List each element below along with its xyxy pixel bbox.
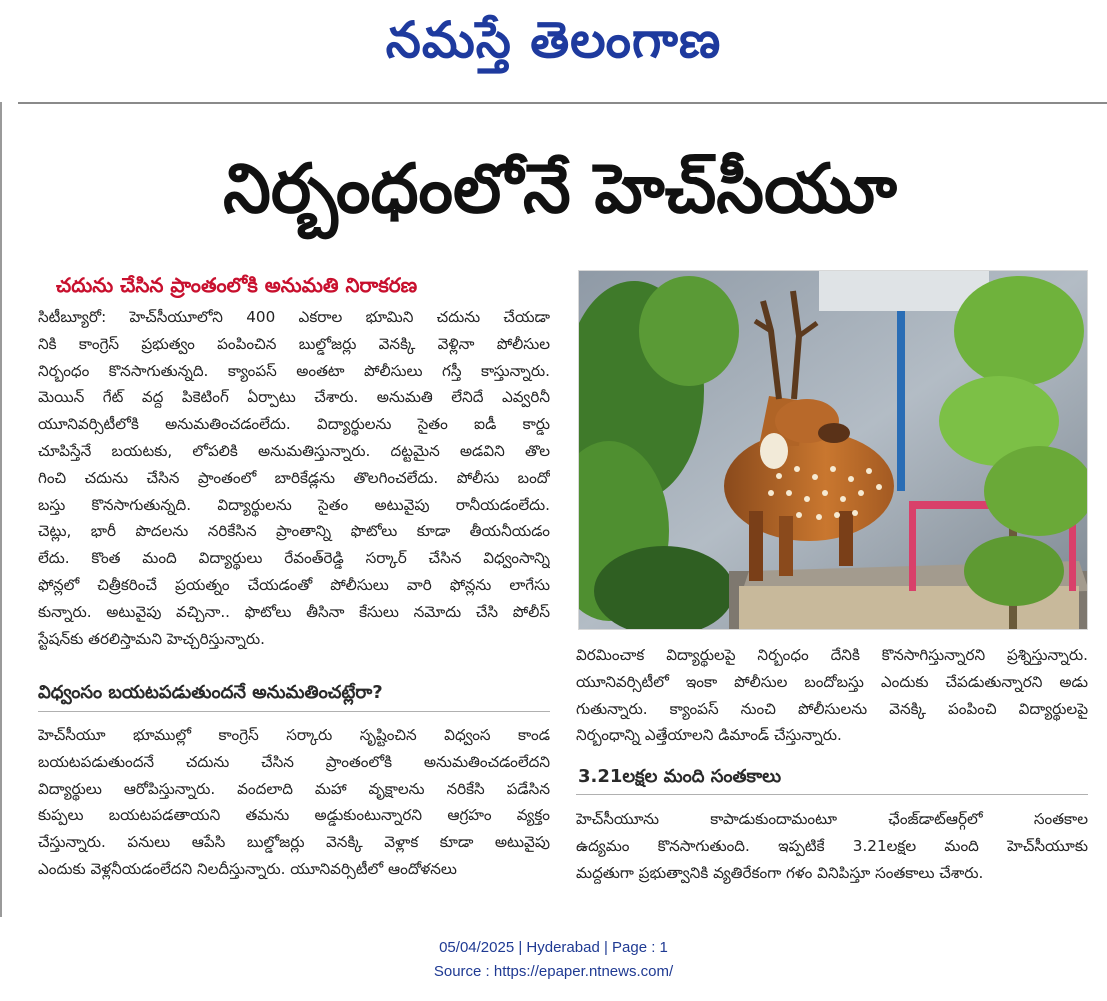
article-line: హెచ్‌సీయూ భూముల్లో కాంగ్రెస్ సర్కారు సృష్టించిన విధ్వంస కాండ: [38, 726, 550, 744]
deer-photo: [578, 270, 1088, 630]
article-line: స్టేషన్‌కు తరలిస్తామని హెచ్చరిస్తున్నారు.: [38, 629, 265, 648]
top-divider: [18, 102, 1107, 104]
article-column-left-2: [38, 722, 550, 883]
article-line: నికి కాంగ్రెస్ ప్రభుత్వం పంపించిన బుల్డోజర్లు వెనక్కి వెళ్లినా పోలీసుల: [38, 334, 550, 353]
article-line: చేస్తున్నారు. పనులు ఆపేసి బుల్డోజర్లు వెనక్కి వెళ్లాక కూడా అటువైపు: [38, 833, 550, 852]
article-line: ఎందుకు వెళ్లనీయడంలేదని నిలదీస్తున్నారు. యూనివర్సిటీలో ఆందోళనలు: [38, 859, 457, 878]
footer: [0, 936, 1107, 984]
subheadline: చదును చేసిన ప్రాంతంలోకి అనుమతి నిరాకరణ: [56, 273, 418, 297]
section-divider-1: [38, 711, 550, 712]
article-line: నిర్బంధాన్ని ఎత్తేయాలని డిమాండ్ చేస్తున్నారు.: [576, 726, 842, 745]
article-line: ఫోన్లలో చిత్రీకరించే ప్రయత్నం చేయడంతో పోలీసులు వారి ఫోన్లను లాగేసు: [38, 575, 550, 594]
article-line: గుతున్నారు. క్యాంపస్ నుంచి పోలీసులను వెనక్కి పంపించి విద్యార్థులపై: [576, 699, 1088, 718]
article-line: మెయిన్ గేట్ వద్ద పికెటింగ్ ఏర్పాటు చేశారు. అనుమతి లేనిదే ఎవ్వరినీ: [38, 388, 550, 407]
footer-date-line: 05/04/2025 | Hyderabad | Page : 1: [439, 939, 668, 956]
article-line: హెచ్‌సీయూను కాపాడుకుందామంటూ ఛేంజ్‌డాట్‌ఆర్గ్‌లో సంతకాల: [576, 810, 1088, 828]
article-column-left-1: [38, 304, 550, 652]
article-line: సిటీబ్యూరో: హెచ్‌సీయూలోని 400 ఎకరాల భూమిని చదును చేయడా: [38, 308, 550, 326]
masthead-logo: నమస్తే తెలంగాణ: [385, 10, 722, 69]
article-line: బయటపడుతుందనే చదును చేసిన ప్రాంతంలోకి అనుమతించడంలేదని: [38, 752, 550, 771]
article-line: బస్తు కొనసాగుతున్నది. విద్యార్థులను సైతం అటువైపు రానీయడంలేదు.: [38, 495, 550, 514]
article-column-right-1: [576, 642, 1088, 749]
section-heading-1: విధ్వంసం బయటపడుతుందనే అనుమతించట్లేరా?: [38, 682, 383, 703]
footer-source-line: Source : https://epaper.ntnews.com/: [433, 963, 674, 980]
section-heading-2: 3.21లక్షల మంది సంతకాలు: [578, 766, 782, 787]
article-line: చెట్లు, భారీ పొదలను నరికేసిన ప్రాంతాన్ని ఫొటోలు కూడా తీయనీయడం: [38, 522, 550, 541]
article-line: కున్నారు. అటువైపు వచ్చినా.. ఫొటోలు తీసినా కేసులు నమోదు చేసి పోలీస్: [38, 602, 550, 621]
article-line: యూనివర్సిటీలో ఇంకా పోలీసుల బందోబస్తు ఎందుకు చేపడుతున్నారని అడు: [576, 672, 1088, 691]
left-divider: [0, 102, 2, 917]
article-line: మద్దతుగా ప్రభుత్వానికి వ్యతిరేకంగా గళం వినిపిస్తూ సంతకాలు చేశారు.: [576, 863, 984, 882]
article-line: విద్యార్థులు ఆరోపిస్తున్నారు. వందలాది మహా వృక్షాలను నరికేసి పడేసిన: [38, 779, 550, 798]
section-divider-2: [576, 794, 1088, 795]
article-line: లేదు. కొంత మంది విద్యార్థులు రేవంత్‌రెడ్డి సర్కార్ చేసిన విధ్వంసాన్ని: [38, 549, 550, 568]
article-line: ఉద్యమం కొనసాగుతుంది. ఇప్పటికే 3.21లక్షల మంది హెచ్‌సీయూకు: [576, 836, 1088, 855]
article-line: విరమించాక విద్యార్థులపై నిర్బంధం దేనికి కొనసాగిస్తున్నారని ప్రశ్నిస్తున్నారు.: [576, 646, 1088, 664]
article-column-right-2: [576, 806, 1088, 886]
article-line: నిర్బంధం కొనసాగుతున్నది. క్యాంపస్ అంతటా పోలీసులు గస్తీ కాస్తున్నారు.: [38, 361, 550, 380]
article-line: చూపిస్తేనే బయటకు, లోపలికి అనుమతిస్తున్నారు. దట్టమైన అడవిని తొల: [38, 441, 550, 460]
headline: నిర్బంధంలోనే హెచ్‌సీయూ: [223, 150, 897, 229]
article-line: కుప్పలు బయటపడతాయని తమను అడ్డుకుంటున్నారని ఆగ్రహం వ్యక్తం: [38, 806, 550, 825]
article-line: యూనివర్సిటీలోకి అనుమతించడంలేదు. విద్యార్థులను సైతం ఐడీ కార్డు: [38, 415, 550, 434]
article-line: గించి చదును చేసిన ప్రాంతంలో బారికేడ్లను తొలగించలేదు. పోలీసు బందో: [38, 468, 550, 487]
